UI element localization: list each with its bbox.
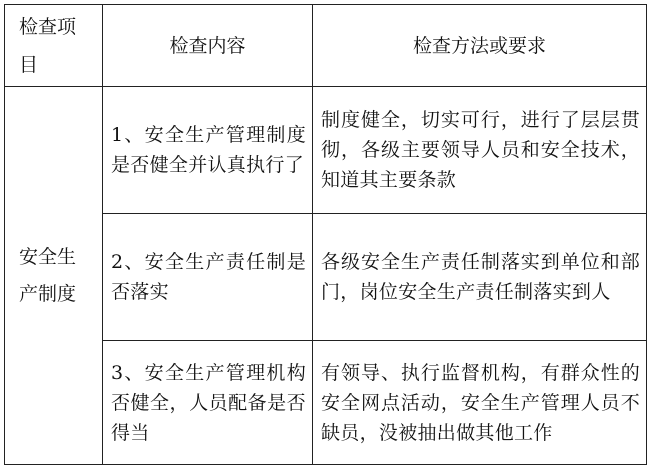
method-cell bbox=[313, 87, 647, 214]
content-cell bbox=[103, 214, 313, 341]
header-item-label: 检查项目 bbox=[19, 15, 77, 76]
content-cell bbox=[103, 87, 313, 214]
header-content-cell bbox=[103, 5, 313, 87]
method-text: 各级安全生产责任制落实到单位和部门，岗位安全生产责任制落实到人 bbox=[321, 251, 640, 303]
header-item-cell bbox=[5, 5, 103, 87]
category-cell bbox=[5, 87, 103, 465]
content-text: 2、安全生产责任制是否落实 bbox=[111, 251, 306, 303]
content-text: 1、安全生产管理制度是否健全并认真执行了 bbox=[111, 124, 306, 176]
content-text: 3、安全生产管理机构否健全，人员配备是否得当 bbox=[111, 361, 306, 444]
category-label: 安全生产制度 bbox=[19, 245, 77, 305]
table-header-row bbox=[5, 5, 647, 87]
method-cell bbox=[313, 214, 647, 341]
header-method-label: 检查方法或要求 bbox=[412, 34, 546, 57]
content-cell bbox=[103, 341, 313, 465]
header-content-label: 检查内容 bbox=[169, 34, 246, 57]
method-text: 有领导、执行监督机构，有群众性的安全网点活动，安全生产管理人员不缺员，没被抽出做其他工作 bbox=[321, 361, 640, 444]
method-text: 制度健全，切实可行，进行了层层贯彻，各级主要领导人员和安全技术，知道其主要条款 bbox=[321, 109, 640, 191]
method-cell bbox=[313, 341, 647, 465]
header-method-cell bbox=[313, 5, 647, 87]
inspection-table bbox=[4, 4, 647, 465]
table-row bbox=[5, 87, 647, 214]
